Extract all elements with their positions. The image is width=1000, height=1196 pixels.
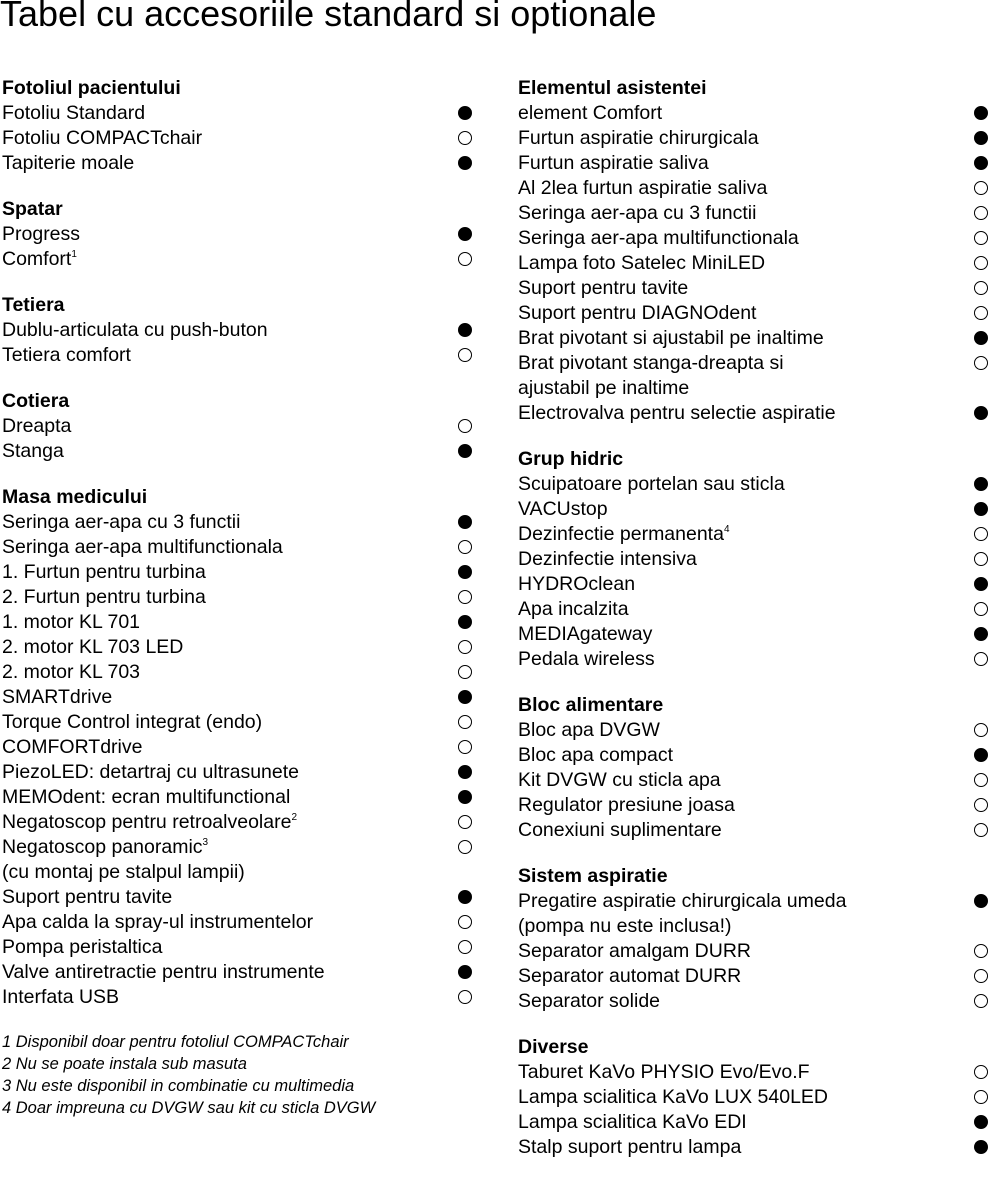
page-title: Tabel cu accesoriile standard si optionale — [0, 0, 657, 34]
accessory-label-block — [518, 1085, 988, 1110]
standard-filled-circle-icon — [458, 890, 472, 904]
accessory-row — [518, 1085, 988, 1110]
accessory-row — [518, 201, 988, 226]
standard-filled-circle-icon — [458, 965, 472, 979]
accessory-row — [2, 126, 472, 151]
optional-empty-circle-icon — [458, 590, 472, 604]
right-sections — [518, 76, 988, 1160]
accessory-row — [518, 572, 988, 597]
accessory-label: Apa incalzita — [518, 598, 629, 620]
optional-empty-circle-icon — [458, 640, 472, 654]
accessory-label: 1. motor KL 701 — [2, 611, 141, 633]
optional-empty-circle-icon — [974, 281, 988, 295]
footnote-marker: 2 — [291, 812, 297, 823]
accessory-label: Bloc apa DVGW — [518, 719, 660, 741]
standard-filled-circle-icon — [974, 156, 988, 170]
accessory-label-block — [2, 343, 472, 368]
accessory-label-block — [2, 247, 472, 272]
optional-empty-circle-icon — [974, 723, 988, 737]
footnote-marker: 3 — [202, 837, 209, 848]
accessory-label-block — [2, 910, 472, 935]
accessory-label-block — [518, 226, 988, 251]
accessory-label-block — [2, 535, 472, 560]
accessory-label: Taburet KaVo PHYSIO Evo/Evo.F — [518, 1061, 810, 1083]
accessory-row — [518, 276, 988, 301]
section-cotiera — [2, 389, 472, 464]
accessory-row — [2, 685, 472, 710]
accessory-row — [518, 818, 988, 843]
accessory-row — [2, 985, 472, 1010]
accessory-label-block — [2, 660, 472, 685]
accessory-label-block — [2, 760, 472, 785]
accessory-label: Apa calda la spray-ul instrumentelor — [2, 911, 314, 933]
accessory-row — [518, 718, 988, 743]
accessory-label-block — [2, 414, 472, 439]
accessory-label-block — [518, 939, 988, 964]
accessory-label: Dezinfectie permanenta — [518, 523, 724, 545]
accessory-label: Dublu-articulata cu push-buton — [2, 319, 268, 341]
accessory-row — [518, 351, 988, 401]
accessory-label-block — [518, 793, 988, 818]
accessory-label-block — [2, 126, 472, 151]
standard-filled-circle-icon — [458, 765, 472, 779]
accessory-row — [2, 910, 472, 935]
optional-empty-circle-icon — [974, 231, 988, 245]
accessory-label-block — [2, 635, 472, 660]
accessory-label-block — [518, 989, 988, 1014]
accessory-label-block — [518, 251, 988, 276]
accessory-label-block — [2, 318, 472, 343]
accessory-label: MEMOdent: ecran multifunctional — [2, 786, 291, 808]
accessory-label-block — [2, 835, 472, 885]
accessory-label-block — [2, 151, 472, 176]
accessory-label: Valve antiretractie pentru instrumente — [2, 961, 325, 983]
accessory-label: VACUstop — [518, 498, 608, 520]
accessory-label: PiezoLED: detartraj cu ultrasunete — [2, 761, 299, 783]
accessory-label: Progress — [2, 223, 81, 245]
accessory-row — [2, 343, 472, 368]
accessory-label: Pompa peristaltica — [2, 936, 163, 958]
accessory-row — [518, 251, 988, 276]
accessory-row — [518, 1135, 988, 1160]
accessory-label: Furtun aspiratie saliva — [518, 152, 709, 174]
accessory-label-block — [2, 439, 472, 464]
footnote: 3 Nu este disponibil in combinatie cu multimedia — [2, 1077, 355, 1095]
accessory-label: Negatoscop pentru retroalveolare — [2, 811, 292, 833]
accessory-label: Stalp suport pentru lampa — [518, 1136, 742, 1158]
accessory-label-block — [518, 1135, 988, 1160]
standard-filled-circle-icon — [974, 331, 988, 345]
section-masa-medicului — [2, 485, 472, 1010]
optional-empty-circle-icon — [458, 990, 472, 1004]
accessory-label-block — [2, 610, 472, 635]
standard-filled-circle-icon — [458, 323, 472, 337]
accessory-label-block — [2, 101, 472, 126]
accessory-label: Suport pentru DIAGNOdent — [518, 302, 757, 324]
accessory-label-block — [518, 647, 988, 672]
optional-empty-circle-icon — [974, 602, 988, 616]
standard-filled-circle-icon — [974, 502, 988, 516]
standard-filled-circle-icon — [458, 156, 472, 170]
accessory-label-block — [518, 326, 988, 351]
accessory-row — [2, 439, 472, 464]
accessory-label: 1. Furtun pentru turbina — [2, 561, 206, 583]
accessory-label: element Comfort — [518, 102, 663, 124]
accessory-label: Negatoscop panoramic — [2, 836, 203, 858]
section-title: Tetiera — [2, 294, 65, 316]
accessory-label: Seringa aer-apa cu 3 functii — [518, 202, 757, 224]
accessory-label-block — [518, 126, 988, 151]
optional-empty-circle-icon — [974, 969, 988, 983]
standard-filled-circle-icon — [458, 515, 472, 529]
section-sistem-aspiratie — [518, 864, 988, 1014]
section-title: Grup hidric — [518, 448, 624, 470]
accessory-label-block — [2, 510, 472, 535]
accessory-row — [518, 176, 988, 201]
footnote-marker: 1 — [71, 249, 77, 260]
accessory-row — [2, 535, 472, 560]
optional-empty-circle-icon — [458, 815, 472, 829]
accessory-label-block — [2, 810, 472, 835]
accessory-row — [2, 660, 472, 685]
optional-empty-circle-icon — [974, 1065, 988, 1079]
accessory-label: Lampa scialitica KaVo EDI — [518, 1111, 747, 1133]
standard-filled-circle-icon — [458, 565, 472, 579]
footnotes — [2, 1031, 472, 1119]
section-grup-hidric — [518, 447, 988, 672]
section-spatar — [2, 197, 472, 272]
accessory-label: MEDIAgateway — [518, 623, 653, 645]
accessory-label-block — [2, 585, 472, 610]
standard-filled-circle-icon — [458, 615, 472, 629]
accessory-row — [518, 497, 988, 522]
accessory-row — [2, 585, 472, 610]
footnote: 1 Disponibil doar pentru fotoliul COMPACTchair — [2, 1033, 349, 1051]
optional-empty-circle-icon — [974, 944, 988, 958]
accessory-row — [518, 597, 988, 622]
accessory-label-block — [518, 1110, 988, 1135]
optional-empty-circle-icon — [974, 181, 988, 195]
accessory-row — [2, 151, 472, 176]
section-elementul-asistentei — [518, 76, 988, 426]
optional-empty-circle-icon — [458, 419, 472, 433]
accessory-label-block — [518, 768, 988, 793]
section-tetiera — [2, 293, 472, 368]
left-column — [2, 76, 472, 1119]
accessory-label-block — [518, 889, 988, 939]
optional-empty-circle-icon — [458, 131, 472, 145]
footnote-marker: 4 — [723, 524, 730, 535]
accessory-row — [2, 414, 472, 439]
accessory-label: HYDROclean — [518, 573, 636, 595]
accessory-row — [2, 785, 472, 810]
accessory-row — [518, 151, 988, 176]
standard-filled-circle-icon — [974, 627, 988, 641]
accessory-label: Separator automat DURR — [518, 965, 742, 987]
accessory-label: Seringa aer-apa multifunctionala — [2, 536, 283, 558]
section-title: Bloc alimentare — [518, 694, 664, 716]
accessory-label: Separator solide — [518, 990, 661, 1012]
accessory-label: Furtun aspiratie chirurgicala — [518, 127, 759, 149]
accessory-label-block — [518, 1060, 988, 1085]
standard-filled-circle-icon — [458, 444, 472, 458]
accessory-label: Lampa foto Satelec MiniLED — [518, 252, 766, 274]
accessory-label: Seringa aer-apa multifunctionala — [518, 227, 799, 249]
optional-empty-circle-icon — [458, 940, 472, 954]
section-title: Fotoliul pacientului — [2, 77, 181, 99]
optional-empty-circle-icon — [458, 715, 472, 729]
accessory-label: Tetiera comfort — [2, 344, 131, 366]
accessory-row — [518, 101, 988, 126]
accessory-label-continuation: (pompa nu este inclusa!) — [518, 915, 732, 937]
accessory-row — [518, 522, 988, 547]
optional-empty-circle-icon — [974, 256, 988, 270]
accessory-label-block — [518, 622, 988, 647]
accessory-row — [518, 964, 988, 989]
accessory-row — [2, 318, 472, 343]
accessory-label-block — [518, 176, 988, 201]
accessory-label-block — [518, 547, 988, 572]
optional-empty-circle-icon — [974, 798, 988, 812]
optional-empty-circle-icon — [974, 206, 988, 220]
accessory-label: Kit DVGW cu sticla apa — [518, 769, 721, 791]
optional-empty-circle-icon — [974, 306, 988, 320]
accessory-label-block — [2, 735, 472, 760]
optional-empty-circle-icon — [458, 540, 472, 554]
accessory-row — [518, 939, 988, 964]
section-diverse — [518, 1035, 988, 1160]
section-title: Spatar — [2, 198, 63, 220]
standard-filled-circle-icon — [458, 227, 472, 241]
optional-empty-circle-icon — [458, 915, 472, 929]
section-title: Elementul asistentei — [518, 77, 707, 99]
accessory-row — [518, 1060, 988, 1085]
accessory-row — [2, 635, 472, 660]
accessory-row — [2, 935, 472, 960]
accessory-label: Fotoliu COMPACTchair — [2, 127, 203, 149]
accessory-label: Electrovalva pentru selectie aspiratie — [518, 402, 836, 424]
accessory-row — [518, 622, 988, 647]
accessory-label-block — [518, 276, 988, 301]
accessory-label: Pregatire aspiratie chirurgicala umeda — [518, 890, 847, 912]
standard-filled-circle-icon — [974, 406, 988, 420]
accessory-label: 2. motor KL 703 LED — [2, 636, 184, 658]
section-title: Diverse — [518, 1036, 589, 1058]
accessory-label-block — [2, 985, 472, 1010]
accessory-label: Separator amalgam DURR — [518, 940, 752, 962]
accessory-label: Fotoliu Standard — [2, 102, 146, 124]
optional-empty-circle-icon — [974, 652, 988, 666]
accessory-row — [518, 126, 988, 151]
footnote: 2 Nu se poate instala sub masuta — [2, 1055, 247, 1073]
accessory-label-block — [518, 351, 988, 401]
right-column — [518, 76, 988, 1181]
accessory-row — [518, 647, 988, 672]
accessory-row — [518, 889, 988, 939]
accessory-row — [518, 547, 988, 572]
accessory-row — [2, 610, 472, 635]
optional-empty-circle-icon — [974, 527, 988, 541]
accessory-label-block — [2, 685, 472, 710]
accessory-label: Suport pentru tavite — [518, 277, 689, 299]
accessory-label: Conexiuni suplimentare — [518, 819, 722, 841]
accessory-label: Suport pentru tavite — [2, 886, 173, 908]
accessory-row — [2, 735, 472, 760]
standard-filled-circle-icon — [458, 790, 472, 804]
accessory-label-block — [518, 472, 988, 497]
accessory-row — [518, 989, 988, 1014]
optional-empty-circle-icon — [458, 252, 472, 266]
accessory-row — [518, 301, 988, 326]
accessory-label: Bloc apa compact — [518, 744, 674, 766]
accessory-label-block — [518, 964, 988, 989]
accessory-row — [2, 247, 472, 272]
accessory-label: Al 2lea furtun aspiratie saliva — [518, 177, 768, 199]
accessory-label: Lampa scialitica KaVo LUX 540LED — [518, 1086, 829, 1108]
standard-filled-circle-icon — [974, 577, 988, 591]
optional-empty-circle-icon — [458, 665, 472, 679]
accessory-label: Dezinfectie intensiva — [518, 548, 697, 570]
optional-empty-circle-icon — [458, 348, 472, 362]
accessory-row — [518, 1110, 988, 1135]
accessory-label-block — [2, 885, 472, 910]
accessory-label-block — [2, 222, 472, 247]
optional-empty-circle-icon — [974, 1090, 988, 1104]
optional-empty-circle-icon — [974, 773, 988, 787]
accessory-label: Scuipatoare portelan sau sticla — [518, 473, 785, 495]
accessory-label: 2. Furtun pentru turbina — [2, 586, 206, 608]
accessory-row — [518, 793, 988, 818]
accessory-row — [518, 226, 988, 251]
accessory-label: Regulator presiune joasa — [518, 794, 735, 816]
accessory-label-block — [518, 201, 988, 226]
accessory-label: 2. motor KL 703 — [2, 661, 141, 683]
accessory-label: Interfata USB — [2, 986, 120, 1008]
accessory-row — [2, 101, 472, 126]
footnote: 4 Doar impreuna cu DVGW sau kit cu sticla DVGW — [2, 1099, 376, 1117]
accessory-label: Stanga — [2, 440, 64, 462]
section-title: Cotiera — [2, 390, 70, 412]
accessory-label-block — [2, 960, 472, 985]
accessory-label-block — [518, 818, 988, 843]
standard-filled-circle-icon — [974, 106, 988, 120]
section-title: Masa medicului — [2, 486, 148, 508]
accessory-label-block — [518, 497, 988, 522]
standard-filled-circle-icon — [974, 131, 988, 145]
standard-filled-circle-icon — [974, 477, 988, 491]
standard-filled-circle-icon — [974, 1115, 988, 1129]
section-bloc-alimentare — [518, 693, 988, 843]
accessory-label-block — [518, 597, 988, 622]
accessory-row — [518, 401, 988, 426]
accessory-row — [518, 326, 988, 351]
accessory-label: Pedala wireless — [518, 648, 655, 670]
accessory-row — [2, 222, 472, 247]
accessory-row — [2, 560, 472, 585]
accessory-label-block — [518, 401, 988, 426]
accessory-label-block — [518, 718, 988, 743]
accessory-row — [518, 768, 988, 793]
accessory-label-continuation: ajustabil pe inaltime — [518, 377, 690, 399]
standard-filled-circle-icon — [974, 1140, 988, 1154]
accessory-label: COMFORTdrive — [2, 736, 143, 758]
accessory-label-block — [2, 785, 472, 810]
accessory-row — [518, 743, 988, 768]
accessory-row — [2, 710, 472, 735]
accessory-row — [2, 510, 472, 535]
accessory-row — [2, 885, 472, 910]
accessory-label-continuation: (cu montaj pe stalpul lampii) — [2, 861, 245, 883]
accessory-row — [2, 835, 472, 885]
accessory-label: Dreapta — [2, 415, 72, 437]
accessory-row — [2, 960, 472, 985]
section-fotoliul-pacientului — [2, 76, 472, 176]
accessory-label: SMARTdrive — [2, 686, 113, 708]
accessory-label-block — [518, 522, 988, 547]
accessory-row — [2, 810, 472, 835]
accessory-label: Seringa aer-apa cu 3 functii — [2, 511, 241, 533]
accessory-label-block — [2, 710, 472, 735]
accessory-row — [518, 472, 988, 497]
accessory-label-block — [518, 151, 988, 176]
standard-filled-circle-icon — [974, 894, 988, 908]
optional-empty-circle-icon — [458, 840, 472, 854]
standard-filled-circle-icon — [974, 748, 988, 762]
accessory-label: Brat pivotant si ajustabil pe inaltime — [518, 327, 824, 349]
optional-empty-circle-icon — [974, 823, 988, 837]
optional-empty-circle-icon — [458, 740, 472, 754]
accessory-label-block — [518, 572, 988, 597]
accessory-label: Brat pivotant stanga-dreapta si — [518, 352, 784, 374]
optional-empty-circle-icon — [974, 552, 988, 566]
accessory-row — [2, 760, 472, 785]
accessory-label-block — [518, 301, 988, 326]
accessory-label-block — [518, 101, 988, 126]
optional-empty-circle-icon — [974, 356, 988, 370]
section-title: Sistem aspiratie — [518, 865, 668, 887]
accessory-label-block — [518, 743, 988, 768]
left-sections — [2, 76, 472, 1010]
accessory-label: Torque Control integrat (endo) — [2, 711, 263, 733]
accessory-label: Tapiterie moale — [2, 152, 135, 174]
accessory-label-block — [2, 560, 472, 585]
accessory-label: Comfort — [2, 248, 72, 270]
optional-empty-circle-icon — [974, 994, 988, 1008]
accessory-label-block — [2, 935, 472, 960]
standard-filled-circle-icon — [458, 106, 472, 120]
standard-filled-circle-icon — [458, 690, 472, 704]
